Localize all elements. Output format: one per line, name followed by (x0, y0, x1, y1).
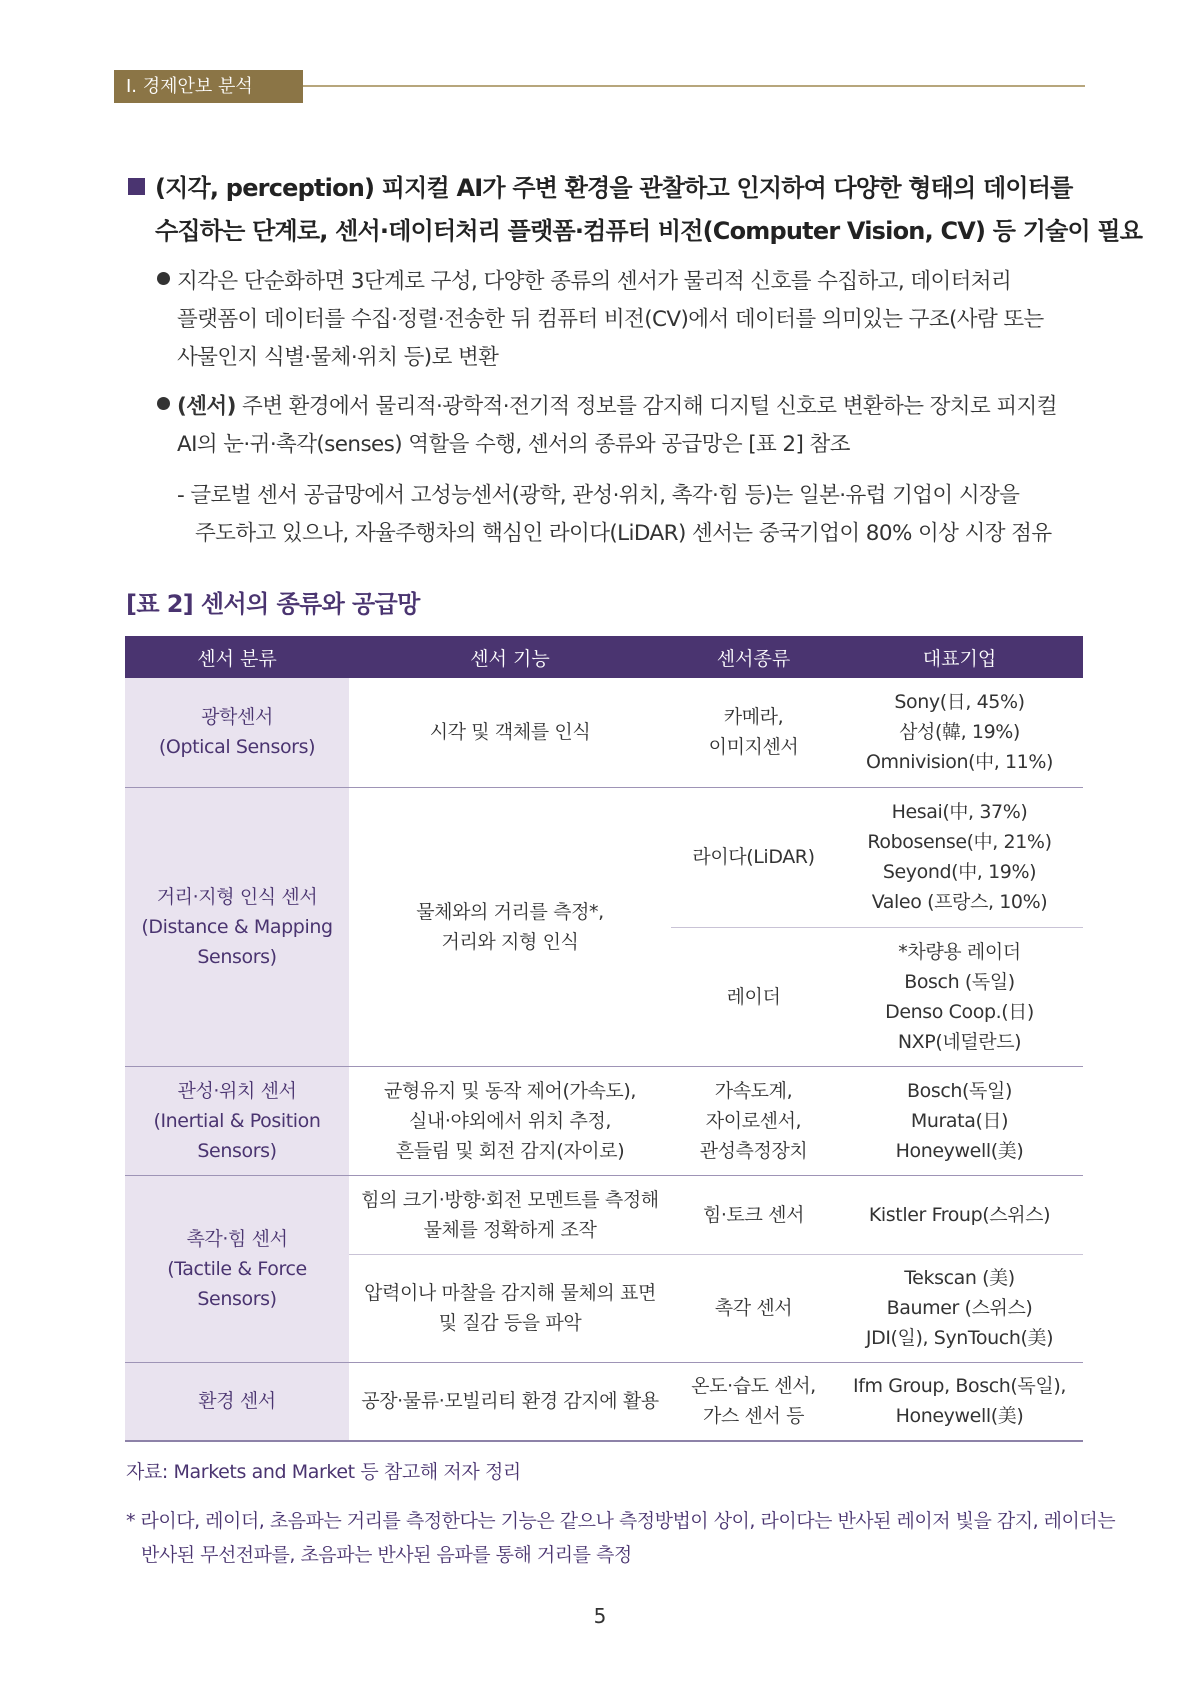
page-number: 5 (593, 1604, 607, 1628)
function-cell: 물체와의 거리를 측정*, 거리와 지형 인식 (349, 787, 671, 1066)
bullet-bold: (센서) (177, 394, 236, 419)
bullet-line: AI의 눈·귀·촉각(senses) 역할을 수행, 센서의 종류와 공급망은 [표 2] 참조 (177, 432, 850, 457)
bullet-line: 플랫폼이 데이터를 수집·정렬·전송한 뒤 컴퓨터 비전(CV)에서 데이터를 의미있는 구조(사람 또는 (177, 307, 1044, 332)
dash-line: 주도하고 있으나, 자율주행차의 핵심인 라이다(LiDAR) 센서는 중국기업이 80% 이상 시장 점유 (195, 521, 1052, 546)
type-cell: 온도·습도 센서, 가스 센서 등 (671, 1362, 836, 1441)
company-cell: Ifm Group, Bosch(독일), Honeywell(美) (836, 1362, 1083, 1441)
square-bullet-icon (128, 178, 145, 195)
bullet-line (177, 389, 1057, 420)
section-label: Ⅰ. 경제안보 분석 (114, 70, 303, 103)
sensor-table (125, 636, 1083, 1442)
function-cell: 균형유지 및 동작 제어(가속도), 실내·야외에서 위치 추정, 흔들림 및 회전 감지(자이로) (349, 1066, 671, 1175)
header-cell: 센서 기능 (349, 636, 671, 678)
table-row (125, 1175, 1083, 1254)
category-cell: 거리·지형 인식 센서 (Distance & Mapping Sensors) (125, 787, 349, 1066)
table-row (125, 1362, 1083, 1441)
company-cell: Sony(日, 45%) 삼성(韓, 19%) Omnivision(中, 11%) (836, 678, 1083, 787)
header-cell: 대표기업 (836, 636, 1083, 678)
heading-line: (지각, perception) 피지컬 AI가 주변 환경을 관찰하고 인지하여 다양한 형태의 데이터를 (155, 174, 1073, 202)
type-cell: 레이더 (671, 927, 836, 1066)
company-cell: Tekscan (美) Baumer (스위스) JDI(일), SynTouch(美) (836, 1254, 1083, 1362)
dash-line: - 글로벌 센서 공급망에서 고성능센서(광학, 관성·위치, 촉각·힘 등)는 일본·유럽 기업이 시장을 (177, 483, 1020, 508)
function-cell: 힘의 크기·방향·회전 모멘트를 측정해 물체를 정확하게 조작 (349, 1175, 671, 1254)
table-row (125, 1066, 1083, 1175)
category-cell: 광학센서 (Optical Sensors) (125, 678, 349, 787)
table-row (125, 787, 1083, 927)
type-cell: 라이다(LiDAR) (671, 787, 836, 927)
section-divider (303, 85, 1085, 87)
category-cell: 촉각·힘 센서 (Tactile & Force Sensors) (125, 1175, 349, 1362)
bullet-text: 주변 환경에서 물리적·광학적·전기적 정보를 감지해 디지털 신호로 변환하는 장치로 피지컬 (242, 394, 1057, 419)
footnote-line: 반사된 무선전파를, 초음파는 반사된 음파를 통해 거리를 측정 (141, 1544, 632, 1566)
type-cell: 힘·토크 센서 (671, 1175, 836, 1254)
category-cell: 환경 센서 (125, 1362, 349, 1441)
type-cell: 카메라, 이미지센서 (671, 678, 836, 787)
bullet-dot-icon (157, 397, 170, 410)
company-cell: Bosch(독일) Murata(日) Honeywell(美) (836, 1066, 1083, 1175)
table-title: [표 2] 센서의 종류와 공급망 (126, 590, 420, 618)
table-header-row (125, 636, 1083, 678)
footnote-line: * 라이다, 레이더, 초음파는 거리를 측정한다는 기능은 같으나 측정방법이 상이, 라이다는 반사된 레이저 빛을 감지, 레이더는 (126, 1510, 1116, 1532)
bullet-line: 지각은 단순화하면 3단계로 구성, 다양한 종류의 센서가 물리적 신호를 수집하고, 데이터처리 (177, 269, 1012, 294)
source-note: 자료: Markets and Market 등 참고해 저자 정리 (126, 1461, 521, 1483)
function-cell: 공장·물류·모빌리티 환경 감지에 활용 (349, 1362, 671, 1441)
company-cell: Hesai(中, 37%) Robosense(中, 21%) Seyond(中, 19%) Valeo (프랑스, 10%) (836, 787, 1083, 927)
heading-line: 수집하는 단계로, 센서·데이터처리 플랫폼·컴퓨터 비전(Computer Vision, CV) 등 기술이 필요 (155, 217, 1143, 245)
header-cell: 센서 분류 (125, 636, 349, 678)
type-cell: 촉각 센서 (671, 1254, 836, 1362)
bullet-dot-icon (157, 272, 170, 285)
function-cell: 압력이나 마찰을 감지해 물체의 표면 및 질감 등을 파악 (349, 1254, 671, 1362)
company-cell: *차량용 레이더 Bosch (독일) Denso Coop.(日) NXP(네덜란드) (836, 927, 1083, 1066)
type-cell: 가속도계, 자이로센서, 관성측정장치 (671, 1066, 836, 1175)
company-cell: Kistler Froup(스위스) (836, 1175, 1083, 1254)
header-cell: 센서종류 (671, 636, 836, 678)
table-row (125, 678, 1083, 787)
category-cell: 관성·위치 센서 (Inertial & Position Sensors) (125, 1066, 349, 1175)
function-cell: 시각 및 객체를 인식 (349, 678, 671, 787)
bullet-line: 사물인지 식별·물체·위치 등)로 변환 (177, 345, 499, 370)
